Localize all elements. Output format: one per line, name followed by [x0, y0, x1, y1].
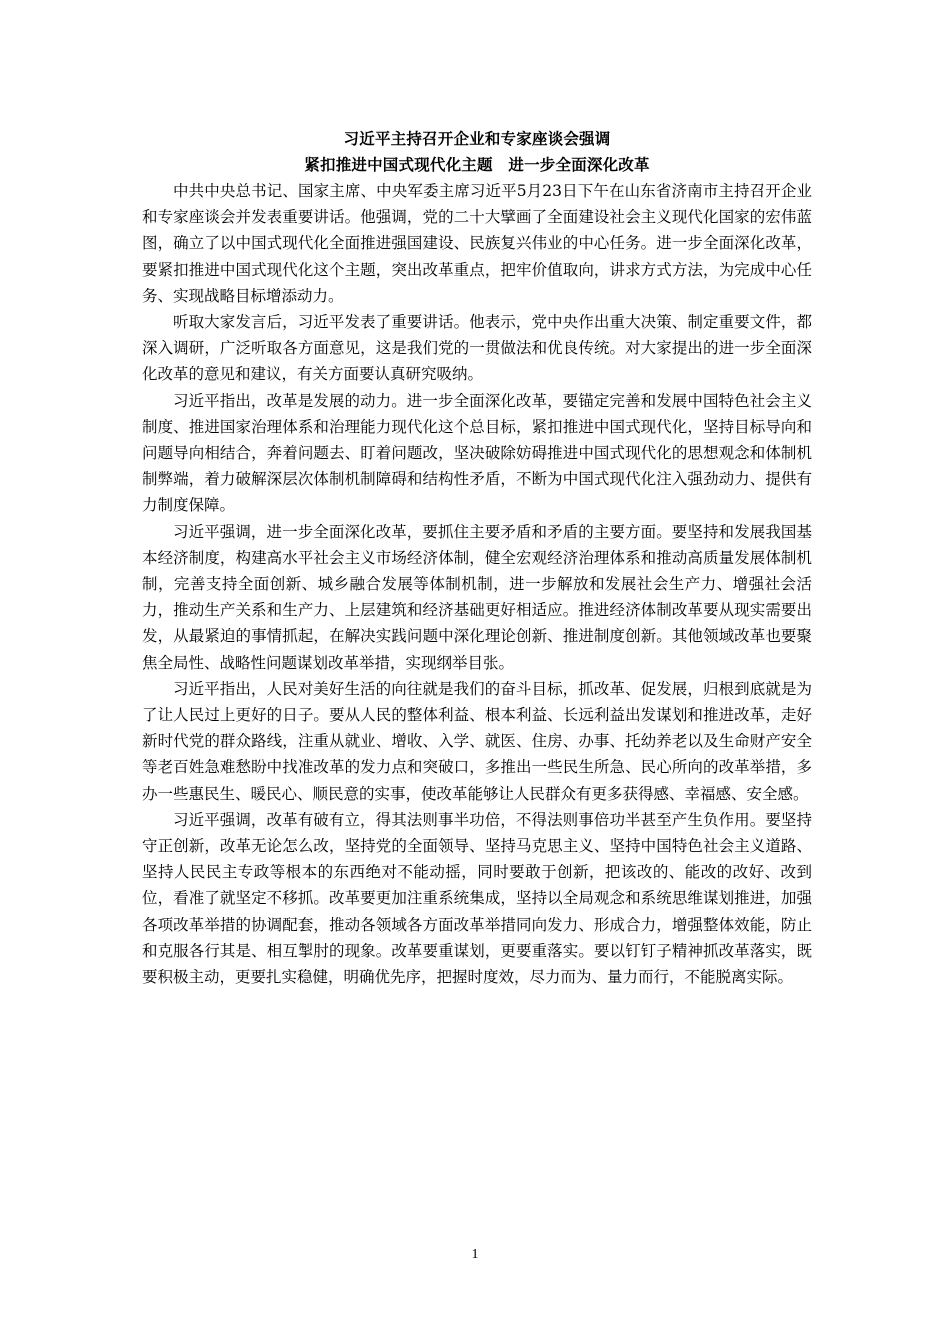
article-body — [142, 126, 812, 990]
paragraph-3: 习近平指出，改革是发展的动力。进一步全面深化改革，要锚定完善和发展中国特色社会主义制度、推进国家治理体系和治理能力现代化这个总目标，紧扣推进中国式现代化，坚持目标导向和问题导向相结合，奔着问题去、盯着问题改，坚决破除妨碍推进中国式现代化的思想观念和体制机制弊端，着力破解深层次体制机制障碍和结构性矛盾，不断为中国式现代化注入强劲动力、提供有力制度保障。 — [142, 391, 812, 515]
paragraph-2: 听取大家发言后，习近平发表了重要讲话。他表示，党中央作出重大决策、制定重要文件，都深入调研，广泛听取各方面意见，这是我们党的一贯做法和优良传统。对大家提出的进一步全面深化改革的意见和建议，有关方面要认真研究吸纳。 — [142, 313, 812, 384]
paragraph-5: 习近平指出，人民对美好生活的向往就是我们的奋斗目标，抓改革、促发展，归根到底就是为了让人民过上更好的日子。要从人民的整体利益、根本利益、长远利益出发谋划和推进改革，走好新时代党的群众路线，注重从就业、增收、入学、就医、住房、办事、托幼养老以及生命财产安全等老百姓急难愁盼中找准改革的发力点和突破口，多推出一些民生所急、民心所向的改革举措，多办一些惠民生、暖民心、顺民意的实事，使改革能够让人民群众有更多获得感、幸福感、安全感。 — [142, 679, 812, 803]
page-number: 1 — [471, 1247, 479, 1262]
article-title-line-2: 紧扣推进中国式现代化主题 进一步全面深化改革 — [304, 155, 650, 174]
article-title-line-1: 习近平主持召开企业和专家座谈会强调 — [343, 129, 611, 148]
paragraph-4: 习近平强调，进一步全面深化改革，要抓住主要矛盾和矛盾的主要方面。要坚持和发展我国基本经济制度，构建高水平社会主义市场经济体制，健全宏观经济治理体系和推动高质量发展体制机制，完善支持全面创新、城乡融合发展等体制机制，进一步解放和发展社会生产力、增强社会活力，推动生产关系和生产力、上层建筑和经济基础更好相适应。推进经济体制改革要从现实需要出发，从最紧迫的事情抓起，在解决实践问题中深化理论创新、推进制度创新。其他领域改革也要聚焦全局性、战略性问题谋划改革举措，实现纲举目张。 — [142, 522, 812, 672]
paragraph-1: 中共中央总书记、国家主席、中央军委主席习近平5月23日下午在山东省济南市主持召开企业和专家座谈会并发表重要讲话。他强调，党的二十大擘画了全面建设社会主义现代化国家的宏伟蓝图，确立了以中国式现代化全面推进强国建设、民族复兴伟业的中心任务。进一步全面深化改革，要紧扣推进中国式现代化这个主题，突出改革重点，把牢价值取向，讲求方式方法，为完成中心任务、实现战略目标增添动力。 — [142, 182, 812, 305]
paragraph-6: 习近平强调，改革有破有立，得其法则事半功倍，不得法则事倍功半甚至产生负作用。要坚持守正创新，改革无论怎么改，坚持党的全面领导、坚持马克思主义、坚持中国特色社会主义道路、坚持人民民主专政等根本的东西绝对不能动摇，同时要敢于创新，把该改的、能改的改好、改到位，看准了就坚定不移抓。改革要更加注重系统集成，坚持以全局观念和系统思维谋划推进，加强各项改革举措的协调配套，推动各领域各方面改革举措同向发力、形成合力，增强整体效能，防止和克服各行其是、相互掣肘的现象。改革要重谋划，更要重落实。要以钉钉子精神抓改革落实，既要积极主动，更要扎实稳健，明确优先序，把握时度效，尽力而为、量力而行，不能脱离实际。 — [142, 810, 812, 987]
